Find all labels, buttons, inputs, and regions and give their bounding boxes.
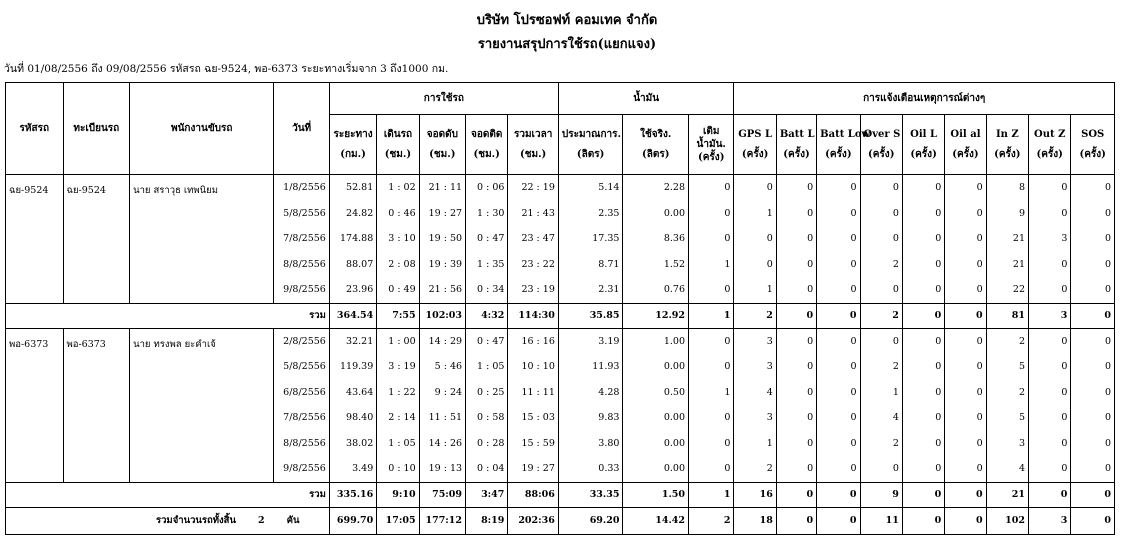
cell-plate: พอ-6373	[63, 328, 130, 482]
cell-value: 0	[689, 226, 734, 252]
cell-value: 10 : 10	[508, 354, 558, 380]
cell-value: 0	[734, 175, 776, 201]
cell-value: 0 : 58	[466, 405, 508, 431]
cell-value: 0	[902, 380, 944, 406]
cell-value: 0	[689, 328, 734, 354]
cell-value: 3	[734, 405, 776, 431]
cell-value: 21 : 43	[508, 201, 558, 227]
cell-value: 0	[945, 380, 986, 406]
cell-value: 0	[689, 277, 734, 303]
cell-value: 19 : 39	[419, 252, 465, 278]
subtotal-value: 16	[734, 482, 776, 507]
cell-value: 0.00	[623, 354, 689, 380]
cell-value: 21 : 56	[419, 277, 465, 303]
cell-value: 0	[776, 431, 816, 457]
subtotal-value: 35.85	[558, 303, 623, 328]
cell-car-id: พอ-6373	[6, 328, 64, 482]
cell-value: 0	[902, 354, 944, 380]
cell-value: 11.93	[558, 354, 623, 380]
cell-value: 0	[1029, 431, 1071, 457]
cell-value: 0 : 06	[466, 175, 508, 201]
grand-total-value: 8:19	[466, 507, 508, 534]
cell-value: 3.49	[329, 456, 376, 482]
subtotal-value: 102:03	[419, 303, 465, 328]
cell-value: 0	[860, 226, 902, 252]
cell-value: 2 : 08	[377, 252, 419, 278]
cell-value: 0	[817, 201, 860, 227]
col-alert-oil-al: Oil al (ครั้ง)	[945, 115, 986, 175]
cell-value: 0	[902, 456, 944, 482]
cell-value: 0.00	[623, 431, 689, 457]
col-alert-oil-l: Oil L (ครั้ง)	[902, 115, 944, 175]
cell-date: 7/8/2556	[274, 226, 329, 252]
cell-value: 8	[986, 175, 1028, 201]
cell-value: 0	[817, 456, 860, 482]
cell-value: 38.02	[329, 431, 376, 457]
cell-value: 52.81	[329, 175, 376, 201]
cell-value: 0	[817, 380, 860, 406]
cell-value: 0	[1071, 201, 1115, 227]
cell-value: 0	[776, 354, 816, 380]
cell-driver: นาย ทรงพล ยะคำเจ้	[130, 328, 274, 482]
subtotal-value: 4:32	[466, 303, 508, 328]
cell-value: 0	[902, 175, 944, 201]
cell-value: 11 : 51	[419, 405, 465, 431]
cell-value: 23 : 22	[508, 252, 558, 278]
col-plate: ทะเบียนรถ	[63, 83, 130, 175]
subtotal-row	[6, 482, 1115, 507]
cell-value: 4	[860, 405, 902, 431]
cell-value: 3	[734, 328, 776, 354]
cell-value: 23 : 47	[508, 226, 558, 252]
cell-value: 2	[860, 252, 902, 278]
cell-value: 0	[776, 277, 816, 303]
col-alert-gps: GPS L (ครั้ง)	[734, 115, 776, 175]
cell-value: 0	[860, 277, 902, 303]
cell-date: 5/8/2556	[274, 354, 329, 380]
cell-value: 0	[902, 405, 944, 431]
cell-value: 2	[986, 380, 1028, 406]
cell-value: 0	[1071, 277, 1115, 303]
col-total-time: รวมเวลา (ชม.)	[508, 115, 558, 175]
cell-value: 0	[1029, 252, 1071, 278]
cell-car-id: ฉย-9524	[6, 175, 64, 304]
cell-value: 9	[986, 201, 1028, 227]
grand-total-value: 177:12	[419, 507, 465, 534]
cell-value: 2.28	[623, 175, 689, 201]
cell-value: 1 : 22	[377, 380, 419, 406]
subtotal-value: 21	[986, 482, 1028, 507]
subtotal-value: 0	[945, 482, 986, 507]
cell-value: 2	[734, 456, 776, 482]
cell-value: 0	[945, 456, 986, 482]
cell-value: 0	[817, 277, 860, 303]
col-real-fuel: ใช้จริง. (ลิตร)	[623, 115, 689, 175]
cell-date: 5/8/2556	[274, 201, 329, 227]
cell-value: 0	[776, 201, 816, 227]
cell-date: 9/8/2556	[274, 456, 329, 482]
cell-value: 0	[860, 201, 902, 227]
cell-value: 0	[1029, 405, 1071, 431]
report-title: รายงานสรุปการใช้รถ(แยกแจง)	[477, 37, 657, 52]
cell-value: 8.36	[623, 226, 689, 252]
cell-value: 0	[776, 175, 816, 201]
table-body	[6, 175, 1115, 535]
group-fuel: น้ำมัน	[558, 83, 734, 115]
cell-value: 24.82	[329, 201, 376, 227]
cell-value: 0	[902, 431, 944, 457]
cell-value: 14 : 29	[419, 328, 465, 354]
cell-value: 0	[945, 431, 986, 457]
cell-value: 8.71	[558, 252, 623, 278]
subtotal-value: 335.16	[329, 482, 376, 507]
grand-total-value: 11	[860, 507, 902, 534]
cell-value: 0 : 28	[466, 431, 508, 457]
col-run: เดินรถ (ชม.)	[377, 115, 419, 175]
cell-value: 2.31	[558, 277, 623, 303]
subtotal-value: 9:10	[377, 482, 419, 507]
subtotal-value: 33.35	[558, 482, 623, 507]
cell-date: 9/8/2556	[274, 277, 329, 303]
cell-value: 0 : 25	[466, 380, 508, 406]
subtotal-value: 81	[986, 303, 1028, 328]
cell-value: 1	[860, 380, 902, 406]
table-row	[6, 175, 1115, 201]
cell-value: 119.39	[329, 354, 376, 380]
cell-value: 0 : 49	[377, 277, 419, 303]
cell-value: 0 : 34	[466, 277, 508, 303]
cell-value: 5	[986, 405, 1028, 431]
cell-value: 0	[817, 431, 860, 457]
cell-value: 22 : 19	[508, 175, 558, 201]
cell-value: 0	[776, 380, 816, 406]
col-refill: เติม น้ำมัน. (ครั้ง)	[689, 115, 734, 175]
grand-total-label-cell	[6, 507, 330, 534]
cell-value: 0.00	[623, 456, 689, 482]
cell-value: 0.33	[558, 456, 623, 482]
cell-value: 88.07	[329, 252, 376, 278]
cell-value: 0.50	[623, 380, 689, 406]
subtotal-label: รวม	[6, 303, 330, 328]
subtotal-value: 0	[1071, 482, 1115, 507]
grand-total-row	[6, 507, 1115, 534]
cell-value: 2.35	[558, 201, 623, 227]
cell-value: 3.80	[558, 431, 623, 457]
cell-date: 8/8/2556	[274, 252, 329, 278]
col-alert-batt-l: Batt L (ครั้ง)	[776, 115, 816, 175]
cell-date: 2/8/2556	[274, 328, 329, 354]
cell-value: 0	[734, 226, 776, 252]
subtotal-value: 0	[902, 303, 944, 328]
cell-value: 0	[902, 328, 944, 354]
cell-value: 15 : 03	[508, 405, 558, 431]
grand-total-value: 0	[945, 507, 986, 534]
cell-value: 5 : 46	[419, 354, 465, 380]
subtotal-value: 0	[1071, 303, 1115, 328]
cell-value: 0	[1029, 354, 1071, 380]
cell-value: 0	[945, 405, 986, 431]
cell-value: 2 : 14	[377, 405, 419, 431]
cell-value: 21 : 11	[419, 175, 465, 201]
subtotal-label: รวม	[6, 482, 330, 507]
cell-value: 0	[817, 252, 860, 278]
cell-value: 0	[689, 354, 734, 380]
cell-value: 16 : 16	[508, 328, 558, 354]
cell-value: 2	[860, 354, 902, 380]
table-row	[6, 328, 1115, 354]
summary-table	[5, 82, 1115, 535]
cell-value: 23.96	[329, 277, 376, 303]
cell-value: 5	[986, 354, 1028, 380]
group-usage: การใช้รถ	[329, 83, 558, 115]
cell-value: 0 : 47	[466, 328, 508, 354]
grand-total-value: 0	[776, 507, 816, 534]
cell-value: 0	[776, 405, 816, 431]
cell-value: 0	[945, 277, 986, 303]
subtotal-value: 114:30	[508, 303, 558, 328]
subtotal-value: 0	[902, 482, 944, 507]
subtotal-value: 1	[689, 482, 734, 507]
grand-total-count: 2	[257, 515, 265, 526]
cell-value: 0	[945, 201, 986, 227]
cell-value: 98.40	[329, 405, 376, 431]
cell-value: 0	[689, 175, 734, 201]
cell-value: 0.00	[623, 201, 689, 227]
cell-value: 3	[986, 431, 1028, 457]
col-car-id: รหัสรถ	[6, 83, 64, 175]
cell-value: 0	[1071, 252, 1115, 278]
cell-value: 22	[986, 277, 1028, 303]
col-alert-in-z: In Z (ครั้ง)	[986, 115, 1028, 175]
cell-value: 0	[776, 328, 816, 354]
cell-value: 0	[1071, 175, 1115, 201]
cell-value: 1 : 35	[466, 252, 508, 278]
subtotal-value: 1	[689, 303, 734, 328]
cell-value: 2	[986, 328, 1028, 354]
cell-value: 0	[1029, 328, 1071, 354]
cell-value: 1	[734, 201, 776, 227]
cell-value: 19 : 27	[508, 456, 558, 482]
cell-value: 0	[817, 175, 860, 201]
subtotal-value: 2	[734, 303, 776, 328]
group-alerts: การแจ้งเตือนเหตุการณ์ต่างๆ	[734, 83, 1115, 115]
grand-total-value: 0	[1071, 507, 1115, 534]
grand-total-value: 102	[986, 507, 1028, 534]
cell-value: 9 : 24	[419, 380, 465, 406]
cell-value: 19 : 27	[419, 201, 465, 227]
cell-date: 7/8/2556	[274, 405, 329, 431]
col-date: วันที่	[274, 83, 329, 175]
cell-value: 1.52	[623, 252, 689, 278]
grand-total-value: 0	[817, 507, 860, 534]
col-distance: ระยะทาง (กม.)	[329, 115, 376, 175]
subtotal-row	[6, 303, 1115, 328]
cell-value: 1	[689, 252, 734, 278]
cell-value: 4.28	[558, 380, 623, 406]
cell-value: 0	[734, 252, 776, 278]
cell-value: 0	[945, 175, 986, 201]
col-alert-out-z: Out Z (ครั้ง)	[1029, 115, 1071, 175]
cell-date: 8/8/2556	[274, 431, 329, 457]
grand-total-value: 69.20	[558, 507, 623, 534]
cell-value: 19 : 50	[419, 226, 465, 252]
cell-value: 0	[689, 201, 734, 227]
cell-value: 0	[817, 226, 860, 252]
subtotal-value: 0	[817, 482, 860, 507]
grand-total-value: 14.42	[623, 507, 689, 534]
cell-date: 1/8/2556	[274, 175, 329, 201]
cell-driver: นาย สราวุธ เทพนิยม	[130, 175, 274, 304]
cell-value: 0	[1029, 175, 1071, 201]
cell-value: 1	[734, 431, 776, 457]
cell-value: 0	[945, 226, 986, 252]
grand-total-unit: คัน	[286, 515, 300, 526]
cell-value: 0	[902, 277, 944, 303]
subtotal-value: 88:06	[508, 482, 558, 507]
cell-value: 0	[902, 226, 944, 252]
cell-value: 0	[1071, 226, 1115, 252]
cell-value: 4	[734, 380, 776, 406]
cell-date: 6/8/2556	[274, 380, 329, 406]
col-est-fuel: ประมาณการ. (ลิตร)	[558, 115, 623, 175]
grand-total-value: 202:36	[508, 507, 558, 534]
grand-total-value: 3	[1029, 507, 1071, 534]
cell-value: 0	[902, 201, 944, 227]
cell-value: 1 : 30	[466, 201, 508, 227]
cell-value: 0 : 10	[377, 456, 419, 482]
grand-total-value: 17:05	[377, 507, 419, 534]
cell-value: 43.64	[329, 380, 376, 406]
subtotal-value: 364.54	[329, 303, 376, 328]
grand-total-value: 2	[689, 507, 734, 534]
cell-value: 1 : 05	[466, 354, 508, 380]
cell-value: 5.14	[558, 175, 623, 201]
subtotal-value: 3:47	[466, 482, 508, 507]
cell-plate: ฉย-9524	[63, 175, 130, 304]
cell-value: 0	[902, 252, 944, 278]
cell-value: 1.00	[623, 328, 689, 354]
subtotal-value: 3	[1029, 303, 1071, 328]
cell-value: 4	[986, 456, 1028, 482]
cell-value: 3 : 19	[377, 354, 419, 380]
cell-value: 3	[1029, 226, 1071, 252]
cell-value: 2	[860, 431, 902, 457]
cell-value: 1	[734, 277, 776, 303]
cell-value: 174.88	[329, 226, 376, 252]
cell-value: 0	[776, 226, 816, 252]
cell-value: 1	[689, 380, 734, 406]
cell-value: 0	[817, 328, 860, 354]
subtotal-value: 0	[945, 303, 986, 328]
cell-value: 11 : 11	[508, 380, 558, 406]
grand-total-value: 699.70	[329, 507, 376, 534]
cell-value: 0	[945, 354, 986, 380]
cell-value: 3.19	[558, 328, 623, 354]
report-condition: วันที่ 01/08/2556 ถึง 09/08/2556 รหัสรถ ฉย-9524, พอ-6373 ระยะทางเริ่มจาก 3 ถึง1000 กม.	[4, 63, 449, 75]
cell-value: 1 : 05	[377, 431, 419, 457]
cell-value: 0	[860, 328, 902, 354]
cell-value: 32.21	[329, 328, 376, 354]
cell-value: 0	[1071, 431, 1115, 457]
cell-value: 0	[860, 175, 902, 201]
subtotal-value: 0	[776, 482, 816, 507]
cell-value: 0	[1029, 456, 1071, 482]
cell-value: 0	[1029, 201, 1071, 227]
cell-value: 0.76	[623, 277, 689, 303]
subtotal-value: 75:09	[419, 482, 465, 507]
subtotal-value: 0	[776, 303, 816, 328]
cell-value: 19 : 13	[419, 456, 465, 482]
col-idle: จอดติด (ชม.)	[466, 115, 508, 175]
cell-value: 9.83	[558, 405, 623, 431]
subtotal-value: 1.50	[623, 482, 689, 507]
cell-value: 0	[1029, 380, 1071, 406]
col-driver: พนักงานขับรถ	[130, 83, 274, 175]
cell-value: 3 : 10	[377, 226, 419, 252]
cell-value: 0	[860, 456, 902, 482]
cell-value: 0	[1029, 277, 1071, 303]
cell-value: 0	[776, 456, 816, 482]
subtotal-value: 9	[860, 482, 902, 507]
cell-value: 1 : 02	[377, 175, 419, 201]
cell-value: 0	[817, 354, 860, 380]
subtotal-value: 12.92	[623, 303, 689, 328]
col-alert-sos: SOS (ครั้ง)	[1071, 115, 1115, 175]
cell-value: 0	[776, 252, 816, 278]
subtotal-value: 0	[817, 303, 860, 328]
cell-value: 15 : 59	[508, 431, 558, 457]
cell-value: 0	[817, 405, 860, 431]
cell-value: 0	[689, 431, 734, 457]
cell-value: 0 : 04	[466, 456, 508, 482]
cell-value: 14 : 26	[419, 431, 465, 457]
cell-value: 0	[945, 328, 986, 354]
cell-value: 0	[689, 405, 734, 431]
subtotal-value: 7:55	[377, 303, 419, 328]
cell-value: 0	[1071, 354, 1115, 380]
cell-value: 1 : 00	[377, 328, 419, 354]
cell-value: 17.35	[558, 226, 623, 252]
cell-value: 0	[1071, 380, 1115, 406]
cell-value: 0 : 46	[377, 201, 419, 227]
cell-value: 21	[986, 252, 1028, 278]
col-park: จอดดับ (ชม.)	[419, 115, 465, 175]
cell-value: 21	[986, 226, 1028, 252]
company-name: บริษัท โปรซอฟท์ คอมเทค จำกัด	[476, 13, 658, 28]
cell-value: 0	[689, 456, 734, 482]
subtotal-value: 2	[860, 303, 902, 328]
col-alert-over-s: Over S (ครั้ง)	[860, 115, 902, 175]
cell-value: 0	[1071, 405, 1115, 431]
grand-total-value: 18	[734, 507, 776, 534]
grand-total-label: รวมจำนวนรถทั้งสิ้น	[156, 515, 236, 526]
cell-value: 0 : 47	[466, 226, 508, 252]
cell-value: 23 : 19	[508, 277, 558, 303]
cell-value: 0	[1071, 456, 1115, 482]
cell-value: 0	[1071, 328, 1115, 354]
col-alert-batt-low: Batt Low (ครั้ง)	[817, 115, 860, 175]
subtotal-value: 0	[1029, 482, 1071, 507]
cell-value: 0	[945, 252, 986, 278]
grand-total-value: 0	[902, 507, 944, 534]
cell-value: 3	[734, 354, 776, 380]
cell-value: 0.00	[623, 405, 689, 431]
